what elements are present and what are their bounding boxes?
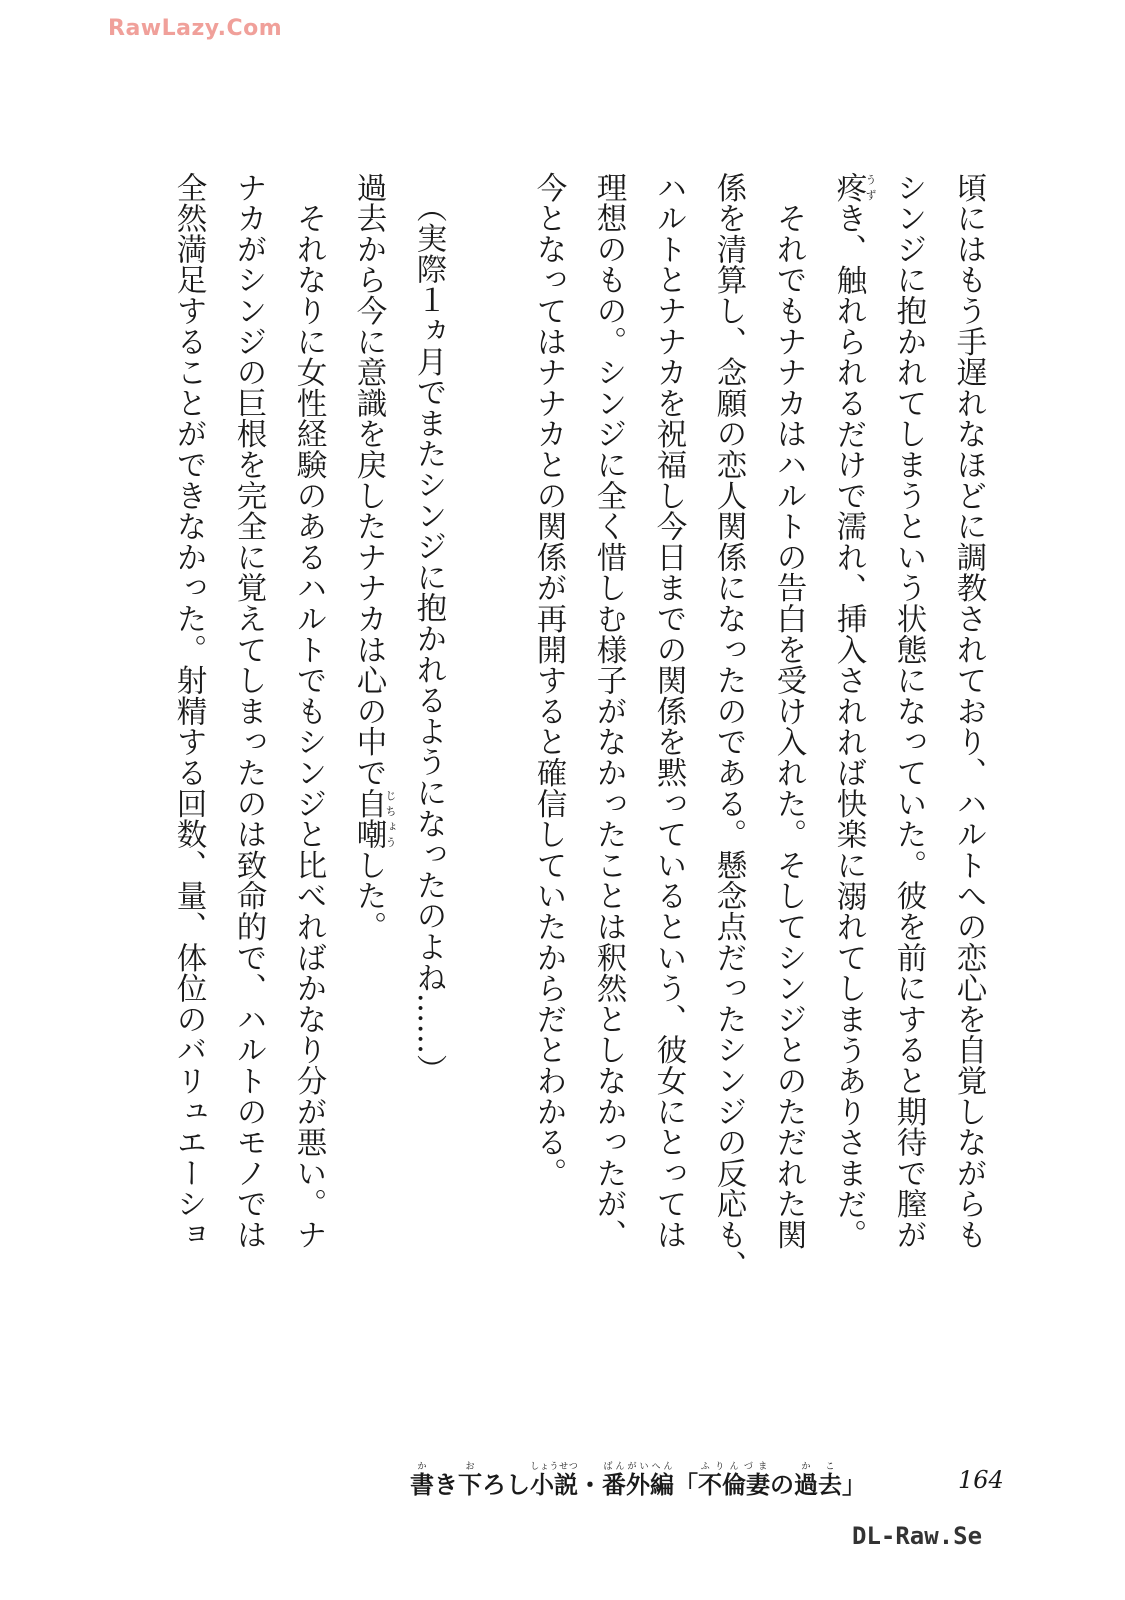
- ruby-word: 番外編ばんがいへん: [602, 1462, 674, 1499]
- text-column: 今となってはナナカとの関係が再開すると確信していたからだとわかる。: [531, 172, 566, 1189]
- text-column: ハルトとナナカを祝福し今日までの関係を黙っているという、彼女にとっては: [651, 172, 686, 1250]
- text-column: 全然満足することができなかった。射精する回数、量、体位のバリュエーショ: [171, 172, 206, 1250]
- text-column: [828, 172, 877, 1312]
- ruby-base: 自嘲: [351, 788, 386, 850]
- novel-body: [160, 172, 990, 1322]
- text-column: （実際１ヵ月でまたシンジに抱かれるようになったのよね……）: [411, 192, 446, 1086]
- text-run: した。: [351, 849, 386, 943]
- text-column: ナカがシンジの巨根を完全に覚えてしまったのは致命的で、ハルトのモノでは: [231, 172, 266, 1250]
- running-footer-title: 書かき下おろし小説しょうせつ・番外編ばんがいへん「不倫妻ふりんづまの過去かこ」: [410, 1462, 866, 1499]
- ruby-reading: うず: [864, 172, 877, 203]
- text-column: 係を清算し、念願の恋人関係になったのである。懸念点だったシンジの反応も、: [711, 172, 746, 1281]
- ruby-word: 過去かこ: [794, 1462, 842, 1499]
- ruby-word: 下お: [458, 1462, 482, 1499]
- text-column: シンジに抱かれてしまうという状態になっていた。彼を前にすると期待で膣が: [891, 172, 926, 1250]
- ruby-base: 疼: [831, 172, 866, 203]
- ruby-word: [831, 172, 877, 203]
- watermark-bottom: DL-Raw.Se: [852, 1522, 983, 1550]
- text-run: 過去から今に意識を戻したナナカは心の中で: [351, 172, 386, 788]
- text-column: 理想のもの。シンジに全く惜しむ様子がなかったことは釈然としなかったが、: [591, 172, 626, 1250]
- ruby-word: 小説しょうせつ: [530, 1462, 578, 1499]
- text-column: [348, 172, 397, 1312]
- text-column: それなりに女性経験のあるハルトでもシンジと比べればかなり分が悪い。ナ: [291, 172, 326, 1250]
- text-column: それでもナナカはハルトの告白を受け入れた。そしてシンジとのただれた関: [771, 172, 806, 1250]
- watermark-top: RawLazy.Com: [108, 16, 283, 41]
- text-run: き、触れられるだけで濡れ、挿入されれば快楽に溺れてしまうありさまだ。: [831, 202, 866, 1251]
- text-column: 頃にはもう手遅れなほどに調教されており、ハルトへの恋心を自覚しながらも: [951, 172, 986, 1250]
- page-number: 164: [958, 1466, 1004, 1494]
- ruby-word: 不倫妻ふりんづま: [698, 1462, 770, 1499]
- ruby-reading: じちょう: [384, 788, 397, 850]
- ruby-word: [351, 788, 397, 850]
- ruby-word: 書か: [410, 1462, 434, 1499]
